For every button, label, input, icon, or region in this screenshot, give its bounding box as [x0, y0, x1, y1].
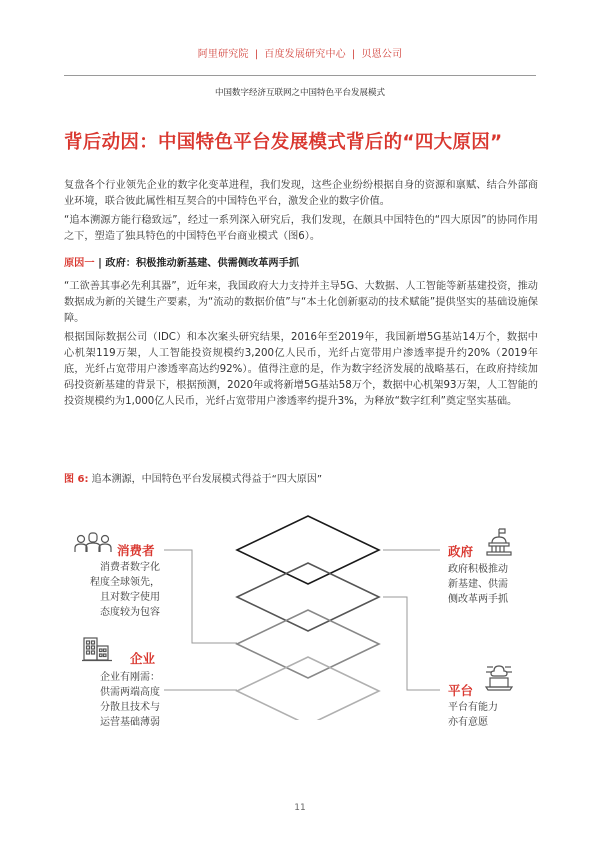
factor-enterprise-label: 企业: [130, 651, 156, 666]
org-bain: 贝恩公司: [361, 49, 403, 60]
factor-enterprise-description: [70, 670, 160, 730]
description-line: 亦有意愿: [448, 717, 488, 728]
description-line: 分散且技术与: [100, 702, 160, 713]
cloud-laptop-icon: [484, 661, 514, 691]
factor-consumer-label: 消费者: [117, 543, 155, 558]
section-title: 背后动因：中国特色平台发展模式背后的“四大原因”: [64, 132, 503, 153]
people-group-icon: [74, 531, 112, 553]
header-divider: [64, 75, 536, 76]
paragraph-idc-data: 根据国际数据公司（IDC）和本次案头研究结果，2016年至2019年，我国新增5G基站14万个，数据中心机架119万架，人工智能投资规模约3,200亿人民币，光纤占宽带用户渗透率提升约20%（2019年底，光纤占宽带用户渗透率高达约92%）。值得注意的是，作为数字经济发展的战略基石，在政府持续加码投资新基建的背景下，根据预测，2020年或将新增5G基站58万个，数据中心机架93万架，人工智能的投资规模约为1,000亿人民币，光纤占宽带用户渗透率约提升3%，为释放“数字红利”奠定坚实基础。: [64, 332, 538, 407]
org-separator: |: [254, 49, 259, 60]
connector-lines: [164, 550, 440, 690]
layer-consumer-diamond: [237, 610, 379, 678]
figure-caption-text: 追本溯源，中国特色平台发展模式得益于“四大原因”: [91, 474, 323, 485]
connector-platform: [383, 597, 440, 690]
government-building-icon: [484, 527, 514, 557]
description-line: 政府积极推动: [448, 564, 508, 575]
layer-government-diamond: [237, 516, 379, 584]
factor-platform-label: 平台: [448, 683, 474, 698]
report-subtitle: 中国数字经济互联网之中国特色平台发展模式: [214, 88, 385, 98]
description-line: 侧改革两手抓: [448, 594, 508, 605]
connector-consumer: [164, 550, 237, 643]
header-organizations: [0, 45, 600, 60]
description-line: 运营基础薄弱: [100, 717, 160, 728]
reason-one-heading: [64, 254, 299, 269]
description-line: 新基建、供需: [448, 579, 508, 590]
factor-government-label: 政府: [448, 544, 474, 559]
description-line: 态度较为包容: [100, 607, 160, 618]
description-line: 消费者数字化: [100, 562, 160, 573]
description-line: 供需两端高度: [100, 687, 160, 698]
description-line: 且对数字使用: [100, 592, 160, 603]
description-line: 企业有刚需：: [100, 672, 160, 683]
reason-text: | 政府：积极推动新基建、供需侧改革两手抓: [98, 258, 299, 269]
figure-caption: [64, 470, 322, 485]
factor-platform-description: [448, 700, 538, 730]
layer-platform-diamond: [237, 563, 379, 631]
paragraph-four-reasons: “追本溯源方能行稳致远”，经过一系列深入研究后，我们发现，在颇具中国特色的“四大原因”的协同作用之下，塑造了独具特色的中国特色平台商业模式（图6）。: [64, 215, 538, 242]
description-line: 平台有能力: [448, 702, 498, 713]
figure-number: 图 6:: [64, 474, 89, 485]
factor-consumer-description: [70, 560, 160, 620]
org-baidu-research: 百度发展研究中心: [264, 49, 346, 60]
page-number: 11: [294, 803, 306, 813]
factor-government-description: [448, 562, 538, 607]
paragraph-intro: 复盘各个行业领先企业的数字化变革进程，我们发现，这些企业纷纷根据自身的资源和禀赋、结合外部商业环境，联合彼此属性相互契合的中国特色平台，激发企业的数字价值。: [64, 180, 538, 207]
org-ali-research: 阿里研究院: [197, 49, 249, 60]
paragraph-infrastructure: “工欲善其事必先利其器”，近年来，我国政府大力支持并主导5G、大数据、人工智能等新基建投资，推动数据成为新的关键生产要素，为“流动的数据价值”与“本土化创新驱动的技术赋能”提供坚实的基础设施保障。: [64, 281, 538, 324]
description-line: 程度全球领先，: [90, 577, 160, 588]
org-separator: |: [351, 49, 356, 60]
layer-enterprise-diamond: [237, 657, 379, 720]
reason-tag: 原因一: [64, 258, 95, 269]
building-icon: [82, 636, 112, 662]
